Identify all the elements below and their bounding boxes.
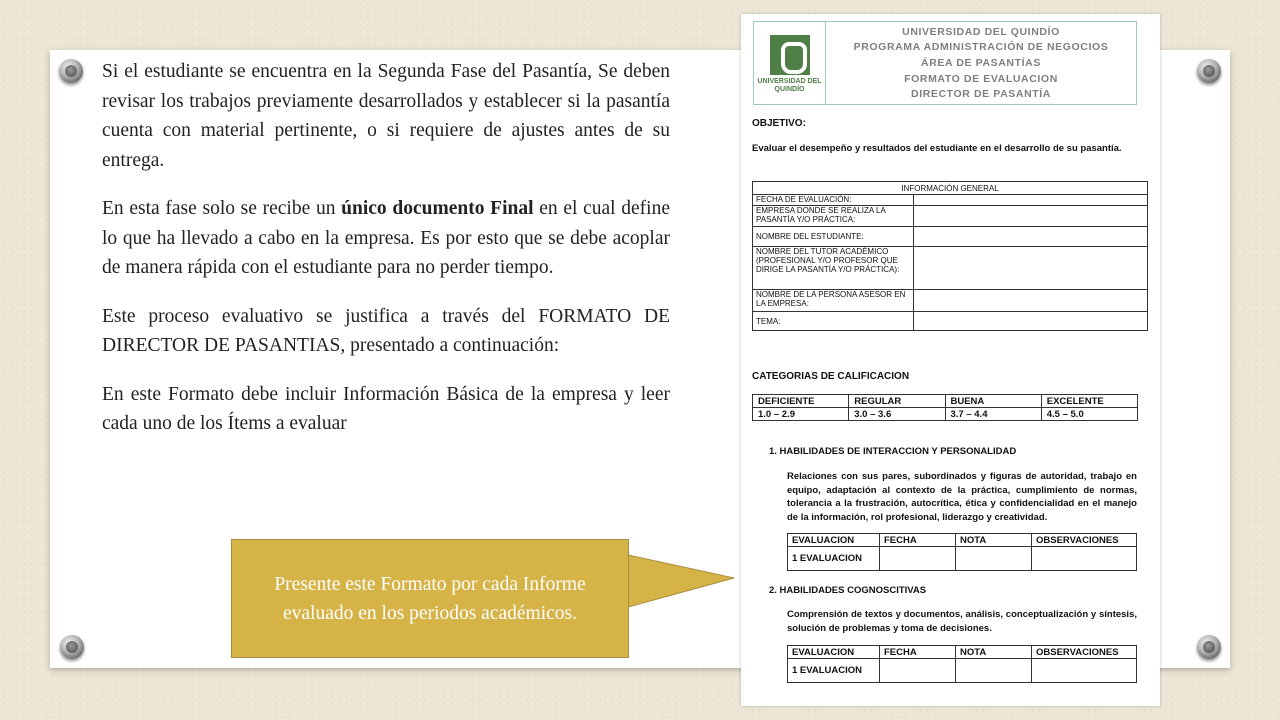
info-row-label: TEMA: bbox=[753, 312, 914, 331]
info-row-label: NOMBRE DEL ESTUDIANTE: bbox=[753, 227, 914, 247]
info-row-label: EMPRESA DONDE SE REALIZA LA PASANTÍA Y/O PRÁCTICA: bbox=[753, 206, 914, 227]
info-row-label: NOMBRE DE LA PERSONA ASESOR EN LA EMPRESA: bbox=[753, 290, 914, 312]
eval-cell bbox=[956, 659, 1032, 683]
eval-cell bbox=[880, 547, 956, 571]
general-info-title: INFORMACIÓN GENERAL bbox=[753, 182, 1148, 195]
paragraph-documento-final-bold: único documento Final bbox=[341, 198, 534, 219]
paragraph-documento-final-end: en el cual define lo que ha llevado a cabo en la empresa. Es por esto que se debe acoplar de manera rápida con el estudiante para no perder tiempo. bbox=[102, 198, 671, 278]
paragraph-proceso-evaluativo: Este proceso evaluativo se justifica a través del FORMATO DE DIRECTOR DE PASANTIAS, presentado a continuación: bbox=[102, 305, 670, 356]
paragraph-formato-incluir: En este Formato debe incluir Información Básica de la empresa y leer cada uno de los Ítems a evaluar bbox=[102, 383, 670, 434]
callout-text: Presente este Formato por cada Informe evaluado en los periodos académicos. bbox=[274, 573, 586, 624]
section-1-text: Relaciones con sus pares, subordinados y figuras de autoridad, trabajo en equipo, adaptación al contexto de la práctica, cumplimiento de normas, tolerancia a la frustración, autocrítica, ética y confidencialidad en el manejo de la información, rol profesional, liderazgo y creatividad. bbox=[787, 471, 1137, 523]
info-row-label: NOMBRE DEL TUTOR ACADÉMICO (PROFESIONAL Y/O PROFESOR QUE DIRIGE LA PASANTÍA Y/O PRÁCTICA): bbox=[753, 247, 914, 290]
objective-text: Evaluar el desempeño y resultados del estudiante en el desarrollo de su pasantía. bbox=[752, 143, 1122, 154]
category-range: 3.7 – 4.4 bbox=[945, 408, 1041, 421]
university-logo bbox=[754, 22, 826, 104]
eval-cell bbox=[956, 547, 1032, 571]
info-row-value bbox=[914, 227, 1148, 247]
categories-title: CATEGORIAS DE CALIFICACION bbox=[752, 371, 910, 382]
section-1-title: 1. HABILIDADES DE INTERACCION Y PERSONALIDAD bbox=[769, 446, 1017, 457]
category-name: BUENA bbox=[945, 395, 1041, 408]
pushpin-bottom-left-icon bbox=[60, 635, 84, 659]
info-row-value bbox=[914, 206, 1148, 227]
category-range: 3.0 – 3.6 bbox=[849, 408, 945, 421]
header-format: FORMATO DE EVALUACION bbox=[904, 72, 1058, 85]
category-name: EXCELENTE bbox=[1041, 395, 1137, 408]
eval-row-label: 1 EVALUACION bbox=[788, 547, 880, 571]
form-header bbox=[753, 21, 1137, 105]
callout-tail bbox=[628, 555, 738, 615]
info-row-value bbox=[914, 290, 1148, 312]
pushpin-top-right-icon bbox=[1197, 59, 1221, 83]
eval-header-evaluacion: EVALUACION bbox=[788, 646, 880, 659]
info-row-value bbox=[914, 247, 1148, 290]
university-logo-icon bbox=[770, 35, 810, 75]
paragraph-segunda-fase: Si el estudiante se encuentra en la Segunda Fase del Pasantía, Se deben revisar los trabajos previamente desarrollados y establecer si la pasantía cuenta con material pertinente, o si requiere de ajustes antes de su entrega. bbox=[102, 61, 670, 171]
slide-body-text bbox=[102, 57, 670, 458]
callout-box bbox=[231, 539, 629, 658]
pushpin-top-left-icon bbox=[59, 59, 83, 83]
eval-cell bbox=[880, 659, 956, 683]
info-row-value bbox=[914, 195, 1148, 206]
info-row-value bbox=[914, 312, 1148, 331]
info-row-label: FECHA DE EVALUACIÓN: bbox=[753, 195, 914, 206]
eval-row-label: 1 EVALUACION bbox=[788, 659, 880, 683]
category-range: 4.5 – 5.0 bbox=[1041, 408, 1137, 421]
eval-cell bbox=[1032, 547, 1137, 571]
header-university: UNIVERSIDAD DEL QUINDÍO bbox=[902, 25, 1060, 38]
section-1-eval-table bbox=[787, 533, 1137, 571]
category-name: REGULAR bbox=[849, 395, 945, 408]
section-2-title: 2. HABILIDADES COGNOSCITIVAS bbox=[769, 585, 927, 596]
category-range: 1.0 – 2.9 bbox=[753, 408, 849, 421]
form-header-titles bbox=[826, 22, 1136, 104]
category-name: DEFICIENTE bbox=[753, 395, 849, 408]
eval-header-fecha: FECHA bbox=[880, 646, 956, 659]
categories-table bbox=[752, 394, 1138, 421]
eval-header-nota: NOTA bbox=[956, 646, 1032, 659]
header-program: PROGRAMA ADMINISTRACIÓN DE NEGOCIOS bbox=[853, 41, 1109, 54]
eval-header-nota: NOTA bbox=[956, 534, 1032, 547]
objective-title: OBJETIVO: bbox=[752, 118, 806, 129]
header-director: DIRECTOR DE PASANTÍA bbox=[911, 88, 1051, 101]
section-2-text: Comprensión de textos y documentos, análisis, conceptualización y síntesis, solución de problemas y toma de decisiones. bbox=[787, 609, 1137, 634]
paragraph-documento-final-start: En esta fase solo se recibe un bbox=[102, 198, 342, 219]
paragraph-documento-final bbox=[102, 194, 670, 283]
general-info-table bbox=[752, 181, 1148, 331]
eval-header-observaciones: OBSERVACIONES bbox=[1032, 534, 1137, 547]
eval-header-evaluacion: EVALUACION bbox=[788, 534, 880, 547]
university-logo-text: UNIVERSIDAD DEL QUINDÍO bbox=[757, 77, 822, 93]
eval-header-observaciones: OBSERVACIONES bbox=[1032, 646, 1137, 659]
eval-header-fecha: FECHA bbox=[880, 534, 956, 547]
pushpin-bottom-right-icon bbox=[1197, 635, 1221, 659]
evaluation-form-document bbox=[741, 14, 1160, 706]
eval-cell bbox=[1032, 659, 1137, 683]
header-area: ÁREA DE PASANTÍAS bbox=[921, 56, 1041, 69]
section-2-eval-table bbox=[787, 645, 1137, 683]
